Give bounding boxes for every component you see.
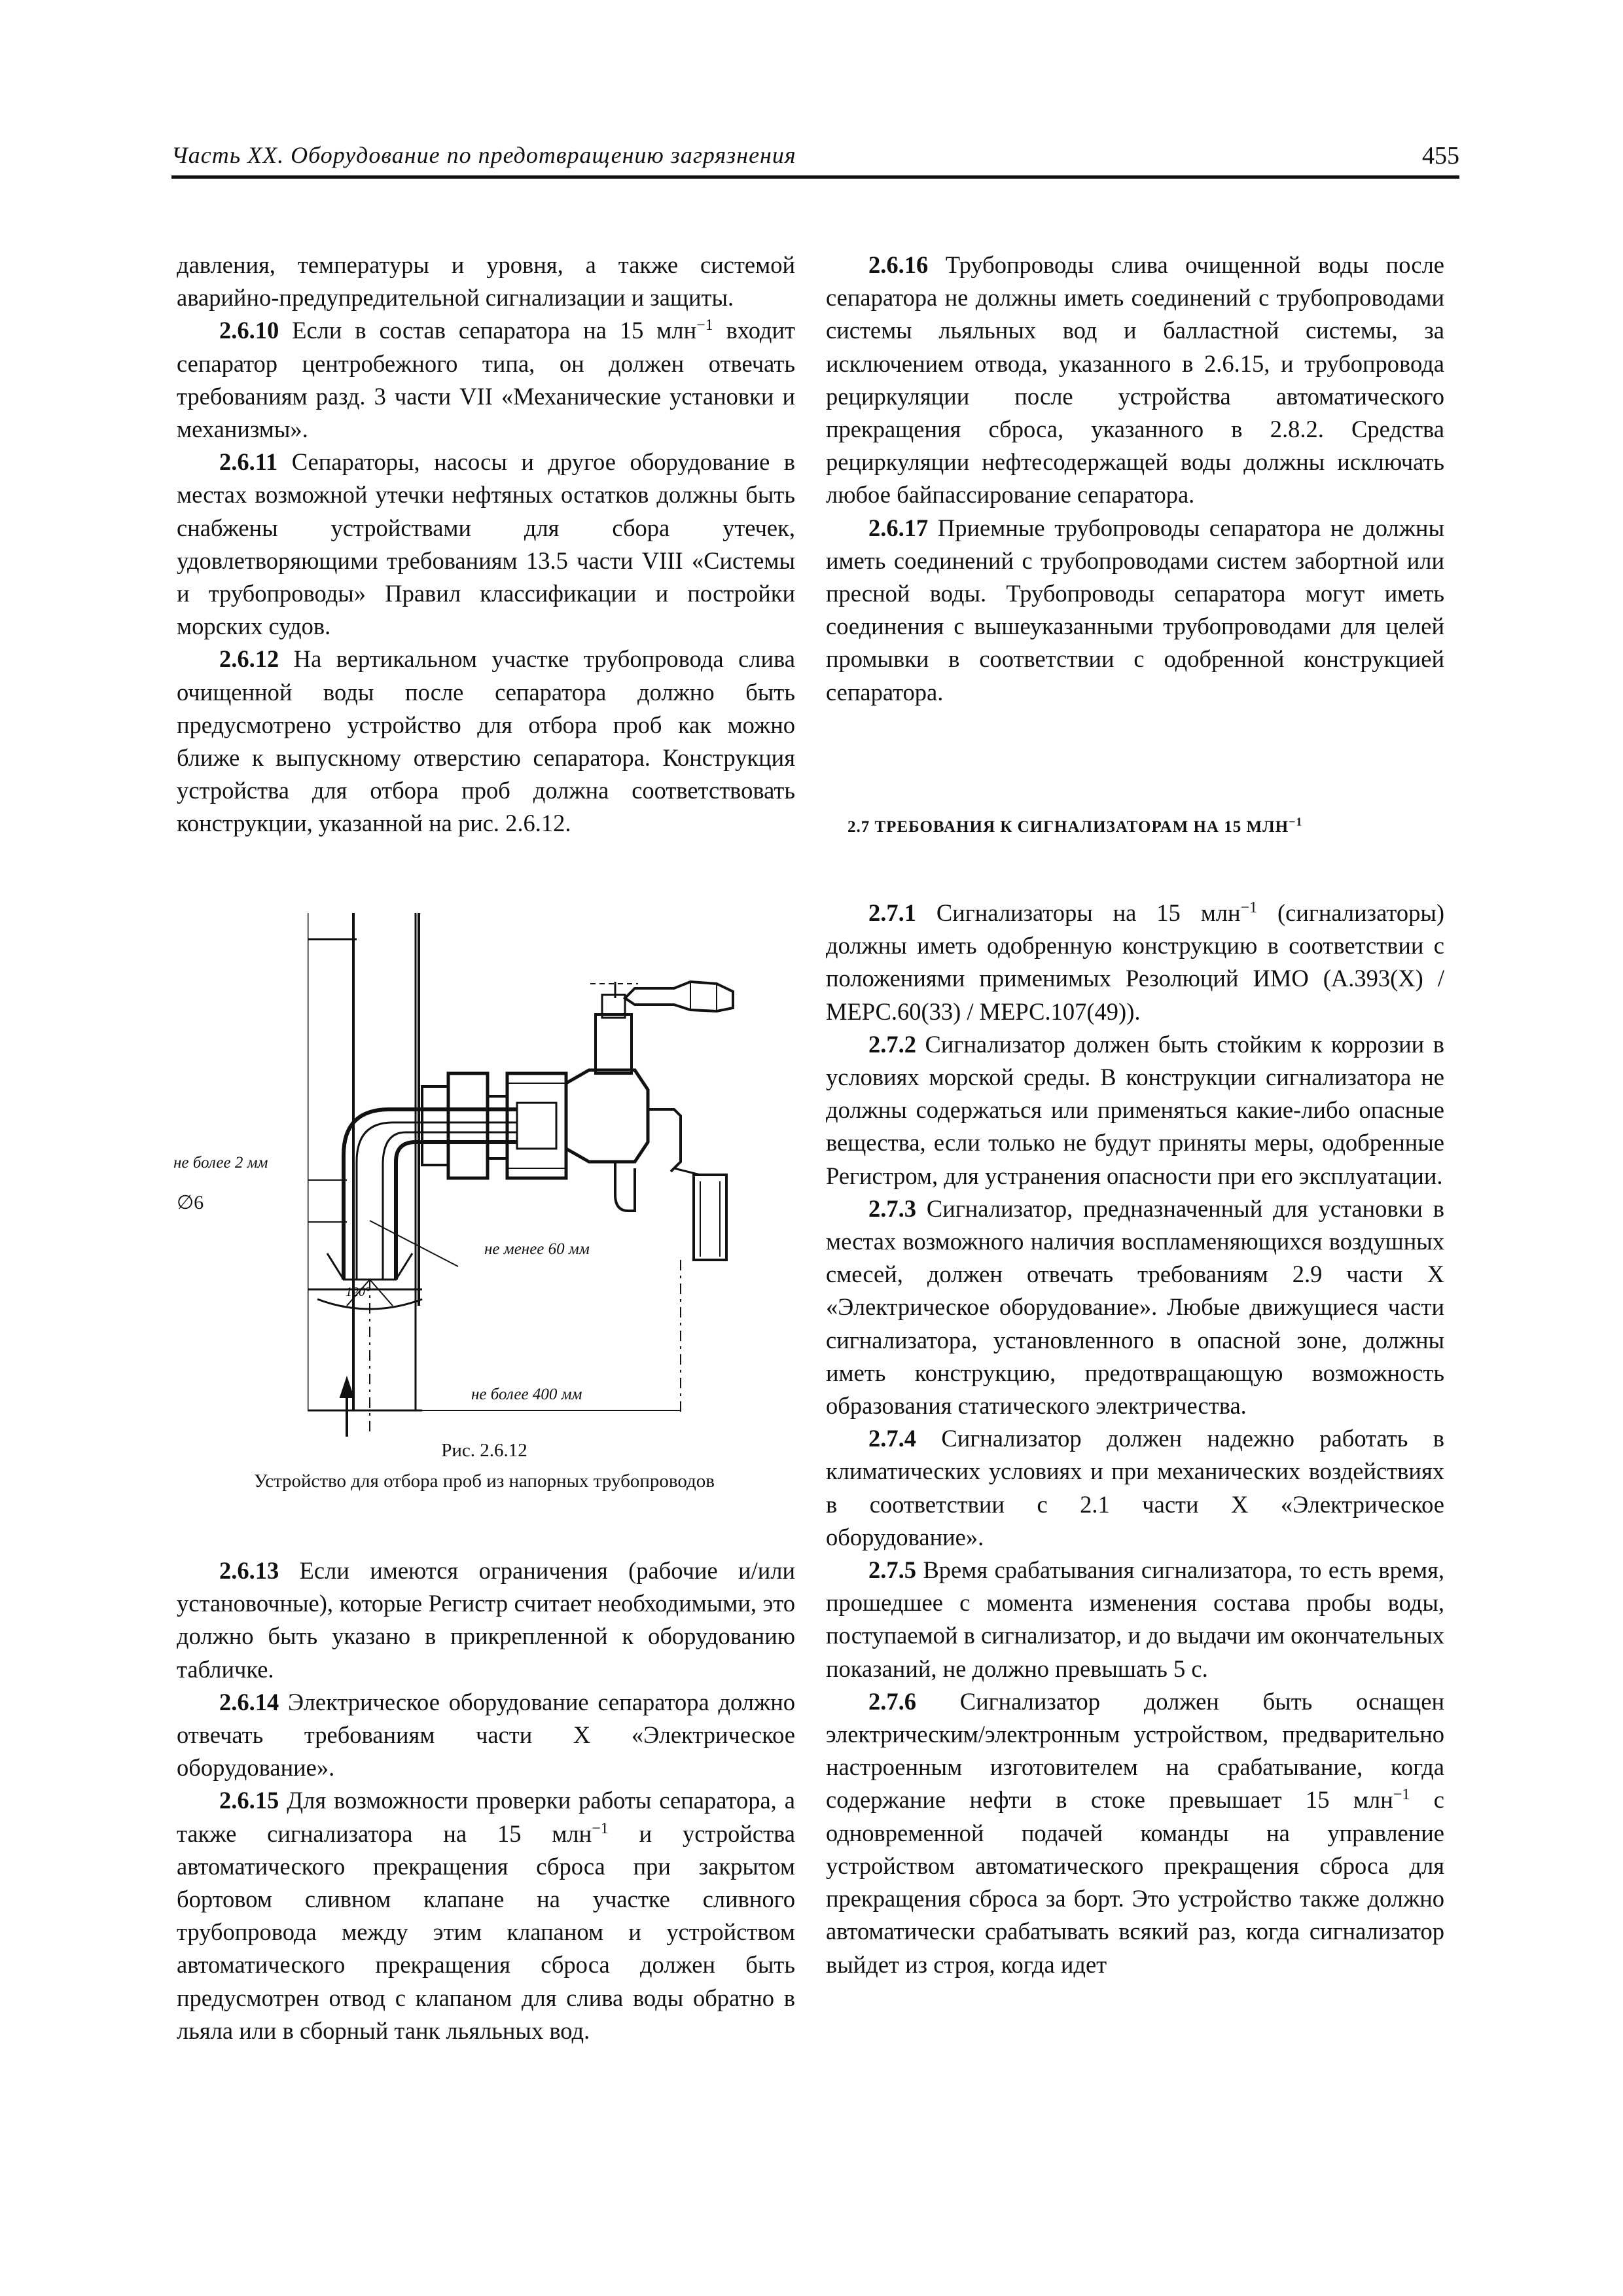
- paragraph-2-6-11: 2.6.11 Сепараторы, насосы и другое оборудование в местах возможной утечки нефтяных остатков должны быть снабжены устройствами для сбора утечек, удовлетворяющими требованиям 13.5 части VIII «Системы и трубопроводы» Правил классификации и постройки морских судов.: [177, 448, 795, 640]
- clause-number: 2.6.10: [219, 317, 279, 344]
- label-max-2mm: не более 2 мм: [173, 1154, 268, 1172]
- label-diameter: ∅6: [177, 1192, 204, 1213]
- left-column-bottom: [177, 1554, 795, 2047]
- clause-number: 2.7.1: [868, 899, 916, 926]
- paragraph-2-6-14: 2.6.14 Электрическое оборудование сепаратора должно отвечать требованиям части X «Электрическое оборудование».: [177, 1688, 795, 1782]
- paragraph-2-7-5: 2.7.5 Время срабатывания сигнализатора, то есть время, прошедшее с момента изменения состава пробы воды, поступаемой в сигнализатор, и до выдачи им окончательных показаний, не должно превышать 5 с.: [826, 1556, 1444, 1682]
- clause-number: 2.7.6: [868, 1687, 916, 1715]
- left-column-top: [177, 249, 795, 840]
- clause-number: 2.7.5: [868, 1556, 916, 1584]
- paragraph-2-6-16: 2.6.16 Трубопроводы слива очищенной воды после сепаратора не должны иметь соединений с трубопроводами системы льяльных вод и балластной системы, за исключением отвода, указанного в 2.6.15, и трубопровода рециркуляции после устройства автоматического прекращения сброса, указанного в 2.8.2. Средства рециркуляции нефтесодержащей воды должны исключать любое байпассирование сепаратора.: [826, 251, 1444, 509]
- clause-number: 2.7.4: [868, 1425, 916, 1452]
- right-column-top: [826, 249, 1444, 709]
- figure-caption-number: Рис. 2.6.12: [441, 1440, 527, 1461]
- clause-number: 2.6.13: [219, 1557, 279, 1584]
- paragraph-2-6-15: 2.6.15 Для возможности проверки работы сепаратора, а также сигнализатора на 15 млн$^{-1}$ и устройства автоматического прекращения сброса при закрытом бортовом сливном клапане на участке сливного трубопровода между этим клапаном и устройством автоматического прекращения сброса должен быть предусмотрен отвод с клапаном для слива воды обратно в льяла или в сборный танк льяльных вод.: [177, 1787, 795, 2044]
- paragraph-2-6-13: 2.6.13 Если имеются ограничения (рабочие и/или установочные), которые Регистр считает необходимыми, это должно быть указано в прикрепленной к оборудованию табличке.: [177, 1557, 795, 1683]
- figure-caption-title: Устройство для отбора проб из напорных трубопроводов: [254, 1471, 715, 1492]
- paragraph-2-7-2: 2.7.2 Сигнализатор должен быть стойким к коррозии в условиях морской среды. В конструкции сигнализатора не должны содержаться или применяться какие-либо опасные вещества, если только не будут приняты меры, одобренные Регистром, для устранения опасности при его эксплуатации.: [826, 1030, 1444, 1189]
- label-angle-120: 120°: [346, 1285, 370, 1299]
- paragraph-2-7-4: 2.7.4 Сигнализатор должен надежно работать в климатических условиях и при механических воздействиях в соответствии с 2.1 части X «Электрическое оборудование».: [826, 1425, 1444, 1551]
- paragraph-2-7-1: 2.7.1 Сигнализаторы на 15 млн$^{-1}$ (сигнализаторы) должны иметь одобренную конструкцию в соответствии с положениями применимых Резолюций ИМО (A.393(X) / МЕРС.60(33) / МЕРС.107(49)).: [826, 899, 1445, 1025]
- paragraph-2-6-10: 2.6.10 Если в состав сепаратора на 15 млн$^{-1}$ входит сепаратор центробежного типа, он должен отвечать требованиям разд. 3 части VII «Механические установки и механизмы».: [177, 317, 795, 443]
- sampling-device-drawing: [308, 913, 798, 1437]
- right-column-bottom: [826, 897, 1444, 1981]
- clause-number: 2.6.12: [219, 645, 279, 673]
- header-rule: [171, 175, 1459, 179]
- paragraph: давления, температуры и уровня, а также системой аварийно-предупредительной сигнализации и защиты.: [177, 251, 795, 312]
- section-heading-2-7: 2.7 ТРЕБОВАНИЯ К СИГНАЛИЗАТОРАМ НА 15 $МЛН^{-1}$: [847, 815, 1303, 836]
- paragraph-2-7-3: 2.7.3 Сигнализатор, предназначенный для установки в местах возможного наличия воспламеняющихся воздушных смесей, должен отвечать требованиям 2.9 части X «Электрическое оборудование». Любые движущиеся части сигнализатора, установленного в опасной зоне, должны иметь конструкцию, предотвращающую возможность образования статического электричества.: [826, 1194, 1444, 1420]
- paragraph-2-6-12: 2.6.12 На вертикальном участке трубопровода слива очищенной воды после сепаратора должно быть предусмотрено устройство для отбора проб как можно ближе к выпускному отверстию сепаратора. Конструкция устройства для отбора проб должна соответствовать конструкции, указанной на рис. 2.6.12.: [177, 645, 795, 837]
- clause-number: 2.7.3: [868, 1194, 916, 1222]
- clause-number: 2.6.11: [219, 448, 278, 476]
- paragraph-2-7-6: 2.7.6 Сигнализатор должен быть оснащен электрическим/электронным устройством, предварительно настроенным изготовителем на срабатывание, когда содержание нефти в стоке превышает 15 млн$^{-1}$ с одновременной подачей команды на управление устройством автоматического прекращения сброса для прекращения сброса за борт. Это устройство также должно автоматически срабатывать всякий раз, когда сигнализатор выйдет из строя, когда идет: [826, 1687, 1444, 1978]
- clause-number: 2.6.14: [219, 1688, 279, 1715]
- clause-number: 2.7.2: [868, 1030, 916, 1058]
- clause-number: 2.6.16: [868, 251, 929, 278]
- clause-number: 2.6.17: [868, 514, 929, 541]
- label-max-400mm: не более 400 мм: [471, 1386, 582, 1403]
- label-min-60mm: не менее 60 мм: [484, 1240, 590, 1258]
- running-header-title: Часть XX. Оборудование по предотвращению загрязнения: [171, 142, 796, 168]
- figure-2-6-12: [173, 913, 798, 1437]
- clause-number: 2.6.15: [219, 1787, 279, 1814]
- page-number: 455: [1422, 142, 1459, 170]
- paragraph-2-6-17: 2.6.17 Приемные трубопроводы сепаратора не должны иметь соединений с трубопроводами систем забортной или пресной воды. Трубопроводы сепаратора могут иметь соединения с вышеуказанными трубопроводами для целей промывки в соответствии с одобренной конструкцией сепаратора.: [826, 514, 1444, 706]
- running-header: [171, 139, 1459, 178]
